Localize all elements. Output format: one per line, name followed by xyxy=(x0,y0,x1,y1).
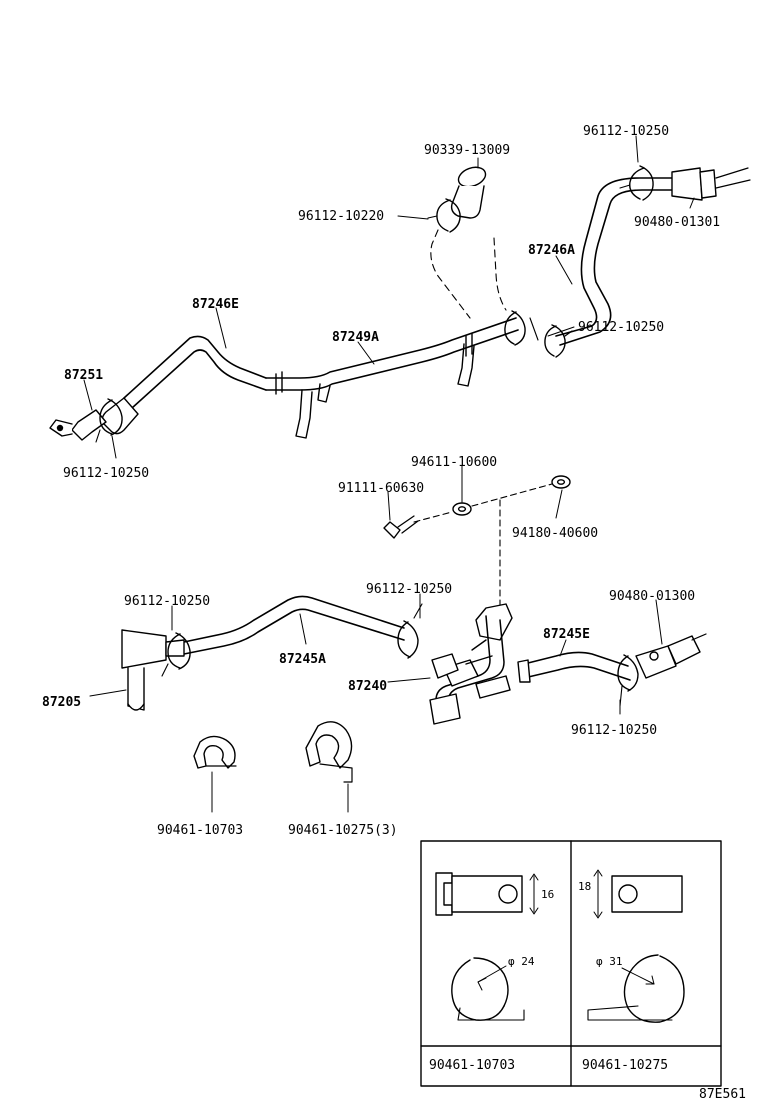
part-label: 87246E xyxy=(192,297,239,312)
legend-length-left: 16 xyxy=(541,888,555,901)
legend-diameter-right: φ 31 xyxy=(596,955,623,968)
part-label: 90461-10703 xyxy=(157,823,244,838)
part-label: 87205 xyxy=(42,695,82,710)
part-label: 90480-01300 xyxy=(609,589,696,604)
part-label: 87245E xyxy=(543,627,590,642)
part-label: 87245A xyxy=(279,652,326,667)
part-label: 90480-01301 xyxy=(634,215,721,230)
part-label: 90339-13009 xyxy=(424,143,511,158)
part-label: 96112-10250 xyxy=(124,594,211,609)
figure-code: 87E561 xyxy=(699,1087,746,1102)
part-label: 87246A xyxy=(528,243,575,258)
part-label: 96112-10250 xyxy=(571,723,658,738)
part-label: 96112-10250 xyxy=(366,582,453,597)
part-label: 94180-40600 xyxy=(512,526,599,541)
part-label: 96112-10250 xyxy=(578,320,665,335)
part-label: 96112-10220 xyxy=(298,209,385,224)
part-label: 91111-60630 xyxy=(338,481,425,496)
part-label: 87249A xyxy=(332,330,379,345)
part-label: 96112-10250 xyxy=(583,124,670,139)
part-label: 96112-10250 xyxy=(63,466,150,481)
part-label: 87251 xyxy=(64,368,104,383)
legend-part-right: 90461-10275 xyxy=(582,1058,669,1073)
part-label: 90461-10275(3) xyxy=(288,823,398,838)
legend-length-right: 18 xyxy=(578,880,592,893)
part-label: 87240 xyxy=(348,679,388,694)
legend-diameter-left: φ 24 xyxy=(508,955,535,968)
legend-part-left: 90461-10703 xyxy=(429,1058,516,1073)
part-label: 94611-10600 xyxy=(411,455,498,470)
